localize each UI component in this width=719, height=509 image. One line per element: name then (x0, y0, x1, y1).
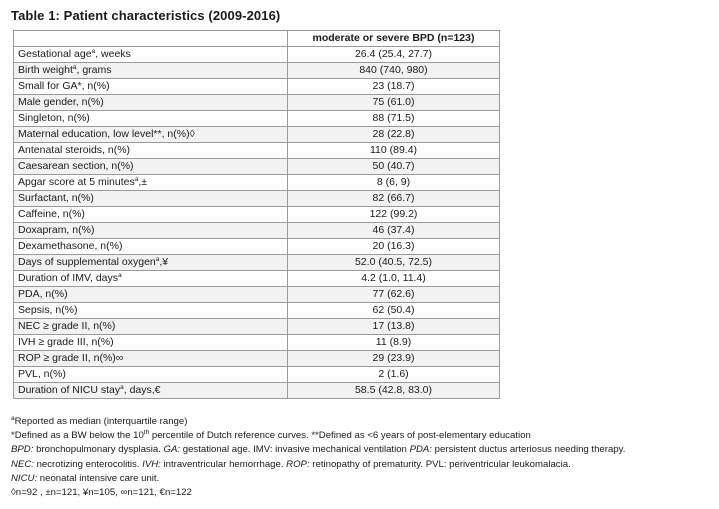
row-value: 11 (8.9) (288, 335, 500, 351)
table-row (14, 191, 500, 207)
table-title: Table 1: Patient characteristics (2009-2016) (11, 8, 281, 23)
row-label: PDA, n(%) (14, 287, 288, 303)
row-label: Duration of IMV, days$^a$ (14, 271, 288, 287)
row-label: NEC ≥ grade II, n(%) (14, 319, 288, 335)
row-label: Antenatal steroids, n(%) (14, 143, 288, 159)
row-value: 88 (71.5) (288, 111, 500, 127)
row-label: Surfactant, n(%) (14, 191, 288, 207)
row-label: ROP ≥ grade II, n(%)∞ (14, 351, 288, 367)
row-value: 77 (62.6) (288, 287, 500, 303)
row-value: 52.0 (40.5, 72.5) (288, 255, 500, 271)
footnote-abbreviations-1: BPD: bronchopulmonary dysplasia. GA: gestational age. IMV: invasive mechanical ventilation PDA: persistent ductus arteriosus needing therapy. (11, 444, 626, 456)
row-label: Duration of NICU stay$^a$, days,€ (14, 383, 288, 399)
table-header-row (14, 31, 500, 47)
table-row (14, 159, 500, 175)
table-row (14, 47, 500, 63)
row-value: 2 (1.6) (288, 367, 500, 383)
row-value: 46 (37.4) (288, 223, 500, 239)
table-row (14, 319, 500, 335)
row-value: 62 (50.4) (288, 303, 500, 319)
table-row (14, 111, 500, 127)
row-label: Doxapram, n(%) (14, 223, 288, 239)
row-label: Singleton, n(%) (14, 111, 288, 127)
row-label: Gestational age$^a$, weeks (14, 47, 288, 63)
row-value: 4.2 (1.0, 11.4) (288, 271, 500, 287)
table-row (14, 383, 500, 399)
footnote-abbreviations-2: NEC: necrotizing enterocolitis. IVH: intraventricular hemorrhage. ROP: retinopathy of prematurity. PVL: periventricular leukomalacia. (11, 458, 571, 470)
row-label: Sepsis, n(%) (14, 303, 288, 319)
row-label: Caffeine, n(%) (14, 207, 288, 223)
row-value: 26.4 (25.4, 27.7) (288, 47, 500, 63)
row-value: 50 (40.7) (288, 159, 500, 175)
row-label: Small for GA*, n(%) (14, 79, 288, 95)
footnote-sample-sizes: ◊n=92 , ±n=121, ¥n=105, ∞n=121, €n=122 (11, 487, 192, 499)
row-value: 58.5 (42.8, 83.0) (288, 383, 500, 399)
table-row (14, 175, 500, 191)
row-value: 75 (61.0) (288, 95, 500, 111)
footnote-definitions: *Defined as a BW below the 10th percentile of Dutch reference curves. **Defined as <6 years of post-elementary education (11, 429, 531, 442)
row-label: Dexamethasone, n(%) (14, 239, 288, 255)
table-row (14, 335, 500, 351)
row-value: 17 (13.8) (288, 319, 500, 335)
table-body (14, 47, 500, 399)
row-value: 8 (6, 9) (288, 175, 500, 191)
table-row (14, 271, 500, 287)
row-label: PVL, n(%) (14, 367, 288, 383)
header-label-cell (14, 31, 288, 47)
row-value: 29 (23.9) (288, 351, 500, 367)
table-row (14, 207, 500, 223)
table-row (14, 351, 500, 367)
table-row (14, 255, 500, 271)
table-row (14, 367, 500, 383)
row-value: 122 (99.2) (288, 207, 500, 223)
row-value: 110 (89.4) (288, 143, 500, 159)
table-row (14, 95, 500, 111)
row-label: Days of supplemental oxygen$^a$,¥ (14, 255, 288, 271)
table-row (14, 143, 500, 159)
row-label: IVH ≥ grade III, n(%) (14, 335, 288, 351)
table-row (14, 63, 500, 79)
row-value: 82 (66.7) (288, 191, 500, 207)
table-row (14, 303, 500, 319)
row-label: Male gender, n(%) (14, 95, 288, 111)
row-value: 840 (740, 980) (288, 63, 500, 79)
table-footnotes (11, 415, 625, 500)
row-value: 20 (16.3) (288, 239, 500, 255)
row-label: Maternal education, low level**, n(%)◊ (14, 127, 288, 143)
table-row (14, 287, 500, 303)
table-row (14, 79, 500, 95)
table-row (14, 239, 500, 255)
row-label: Apgar score at 5 minutes$^a$,± (14, 175, 288, 191)
patient-characteristics-table (13, 30, 500, 399)
header-value-cell: moderate or severe BPD (n=123) (288, 31, 500, 47)
table-row (14, 223, 500, 239)
row-label: Birth weight$^a$, grams (14, 63, 288, 79)
footnote-abbreviations-3: NICU: neonatal intensive care unit. (11, 472, 160, 484)
row-value: 28 (22.8) (288, 127, 500, 143)
footnote-median: $^a$Reported as median (interquartile range) (11, 415, 188, 427)
row-value: 23 (18.7) (288, 79, 500, 95)
table-row (14, 127, 500, 143)
row-label: Caesarean section, n(%) (14, 159, 288, 175)
